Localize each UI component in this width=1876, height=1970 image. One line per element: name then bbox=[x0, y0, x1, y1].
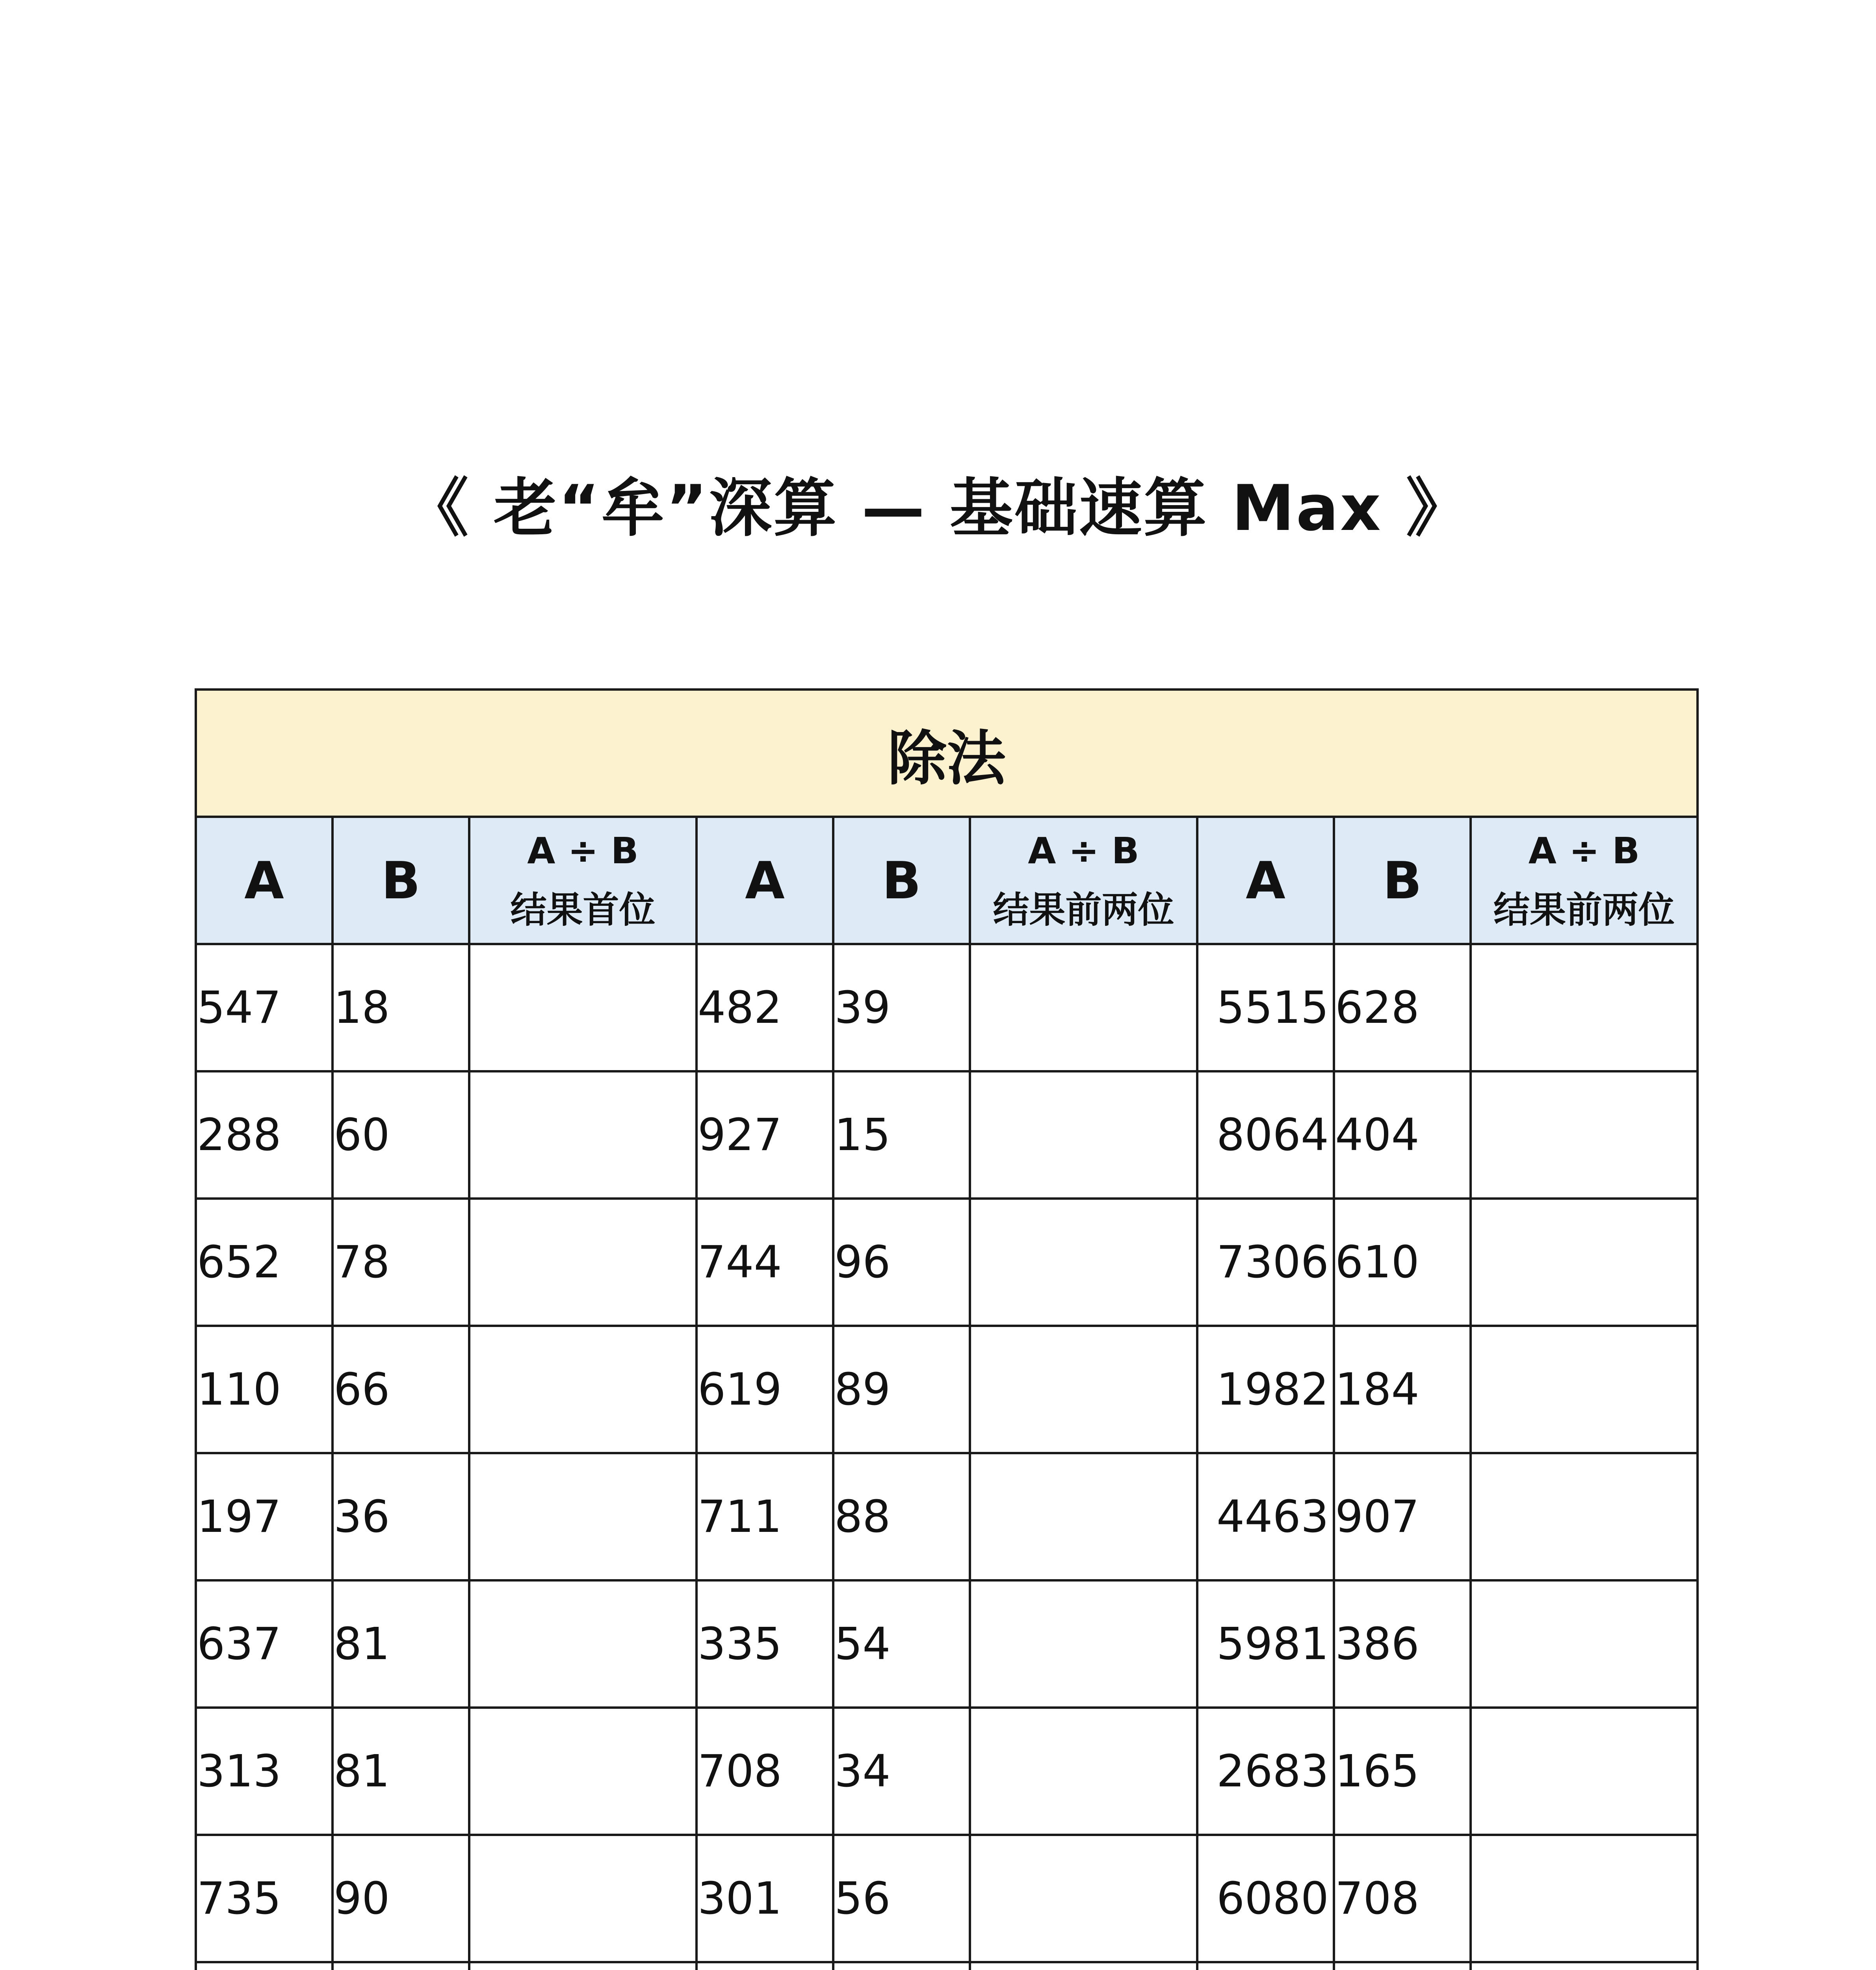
answer-cell[interactable] bbox=[970, 1835, 1197, 1962]
operand-b-cell: 386 bbox=[1334, 1580, 1471, 1708]
header-result-formula: A ÷ B bbox=[527, 829, 639, 872]
answer-cell[interactable] bbox=[469, 944, 697, 1071]
answer-cell[interactable] bbox=[469, 1708, 697, 1835]
operand-a-cell: 482 bbox=[697, 944, 833, 1071]
operand-a-cell: 4463 bbox=[1197, 1453, 1334, 1580]
operand-b-cell bbox=[1334, 1962, 1471, 1970]
table-row bbox=[196, 944, 1698, 1071]
operand-a-cell: 301 bbox=[697, 1835, 833, 1962]
operand-a-cell: 711 bbox=[697, 1453, 833, 1580]
answer-cell[interactable] bbox=[1471, 1708, 1698, 1835]
answer-cell[interactable] bbox=[1471, 1453, 1698, 1580]
operand-a-cell bbox=[1197, 1962, 1334, 1970]
header-a: A bbox=[697, 817, 833, 944]
operand-b-cell: 18 bbox=[332, 944, 469, 1071]
header-b: B bbox=[1334, 817, 1471, 944]
table-row bbox=[196, 1580, 1698, 1708]
operand-b-cell: 54 bbox=[833, 1580, 970, 1708]
operand-a-cell: 7306 bbox=[1197, 1199, 1334, 1326]
answer-cell[interactable] bbox=[970, 1580, 1197, 1708]
operand-b-cell: 66 bbox=[332, 1326, 469, 1453]
answer-cell[interactable] bbox=[1471, 944, 1698, 1071]
operand-b-cell: 34 bbox=[833, 1708, 970, 1835]
operand-b-cell bbox=[833, 1962, 970, 1970]
table-row bbox=[196, 1453, 1698, 1580]
operand-b-cell: 628 bbox=[1334, 944, 1471, 1071]
operand-a-cell: 6080 bbox=[1197, 1835, 1334, 1962]
header-result bbox=[1471, 817, 1698, 944]
answer-cell[interactable] bbox=[1471, 1835, 1698, 1962]
operand-a-cell: 313 bbox=[196, 1708, 332, 1835]
operand-a-cell: 927 bbox=[697, 1071, 833, 1199]
operand-b-cell: 610 bbox=[1334, 1199, 1471, 1326]
table-row bbox=[196, 1708, 1698, 1835]
operand-b-cell: 15 bbox=[833, 1071, 970, 1199]
operand-a-cell: 735 bbox=[196, 1835, 332, 1962]
header-result-formula: A ÷ B bbox=[1028, 829, 1139, 872]
operand-b-cell: 90 bbox=[332, 1835, 469, 1962]
operand-b-cell: 404 bbox=[1334, 1071, 1471, 1199]
operand-a-cell bbox=[196, 1962, 332, 1970]
answer-cell[interactable] bbox=[970, 1199, 1197, 1326]
operand-b-cell: 184 bbox=[1334, 1326, 1471, 1453]
answer-cell[interactable] bbox=[970, 1708, 1197, 1835]
answer-cell[interactable] bbox=[1471, 1580, 1698, 1708]
table-row bbox=[196, 1326, 1698, 1453]
answer-cell[interactable] bbox=[1471, 1199, 1698, 1326]
section-header-row bbox=[196, 690, 1698, 817]
answer-cell[interactable] bbox=[970, 1453, 1197, 1580]
header-result-desc: 结果前两位 bbox=[1493, 888, 1675, 931]
answer-cell[interactable] bbox=[1471, 1326, 1698, 1453]
operand-b-cell: 39 bbox=[833, 944, 970, 1071]
operand-a-cell: 335 bbox=[697, 1580, 833, 1708]
operand-a-cell: 652 bbox=[196, 1199, 332, 1326]
operand-b-cell: 56 bbox=[833, 1835, 970, 1962]
operand-b-cell: 96 bbox=[833, 1199, 970, 1326]
operand-a-cell: 1982 bbox=[1197, 1326, 1334, 1453]
operand-b-cell: 708 bbox=[1334, 1835, 1471, 1962]
answer-cell[interactable] bbox=[970, 944, 1197, 1071]
header-a: A bbox=[1197, 817, 1334, 944]
answer-cell[interactable] bbox=[469, 1199, 697, 1326]
answer-cell[interactable] bbox=[1471, 1071, 1698, 1199]
answer-cell[interactable] bbox=[469, 1580, 697, 1708]
answer-cell[interactable] bbox=[970, 1326, 1197, 1453]
header-b: B bbox=[332, 817, 469, 944]
operand-a-cell: 2683 bbox=[1197, 1708, 1334, 1835]
operand-b-cell: 81 bbox=[332, 1708, 469, 1835]
answer-cell[interactable] bbox=[469, 1835, 697, 1962]
header-result-desc: 结果前两位 bbox=[993, 888, 1174, 931]
operand-a-cell: 637 bbox=[196, 1580, 332, 1708]
operand-a-cell: 5515 bbox=[1197, 944, 1334, 1071]
operand-a-cell bbox=[697, 1962, 833, 1970]
operand-b-cell: 88 bbox=[833, 1453, 970, 1580]
answer-cell[interactable] bbox=[1471, 1962, 1698, 1970]
header-result-desc: 结果首位 bbox=[510, 888, 656, 931]
answer-cell[interactable] bbox=[970, 1071, 1197, 1199]
answer-cell[interactable] bbox=[469, 1453, 697, 1580]
operand-a-cell: 619 bbox=[697, 1326, 833, 1453]
operand-b-cell bbox=[332, 1962, 469, 1970]
operand-a-cell: 288 bbox=[196, 1071, 332, 1199]
header-result bbox=[469, 817, 697, 944]
answer-cell[interactable] bbox=[469, 1071, 697, 1199]
operand-a-cell: 5981 bbox=[1197, 1580, 1334, 1708]
page-title: 《 老“牟”深算 — 基础速算 Max 》 bbox=[405, 471, 1471, 545]
answer-cell[interactable] bbox=[469, 1962, 697, 1970]
operand-b-cell: 36 bbox=[332, 1453, 469, 1580]
section-title: 除法 bbox=[196, 690, 1698, 817]
operand-b-cell: 60 bbox=[332, 1071, 469, 1199]
problem-rows bbox=[196, 944, 1698, 1970]
header-result bbox=[970, 817, 1197, 944]
table-row bbox=[196, 1962, 1698, 1970]
table-row bbox=[196, 1071, 1698, 1199]
operand-a-cell: 8064 bbox=[1197, 1071, 1334, 1199]
operand-b-cell: 907 bbox=[1334, 1453, 1471, 1580]
division-worksheet-table bbox=[195, 688, 1699, 1970]
operand-a-cell: 547 bbox=[196, 944, 332, 1071]
table-row bbox=[196, 1199, 1698, 1326]
operand-b-cell: 89 bbox=[833, 1326, 970, 1453]
header-result-formula: A ÷ B bbox=[1528, 829, 1640, 872]
table-row bbox=[196, 1835, 1698, 1962]
operand-a-cell: 744 bbox=[697, 1199, 833, 1326]
operand-b-cell: 165 bbox=[1334, 1708, 1471, 1835]
operand-a-cell: 197 bbox=[196, 1453, 332, 1580]
header-a: A bbox=[196, 817, 332, 944]
column-header-row bbox=[196, 817, 1698, 944]
answer-cell[interactable] bbox=[469, 1326, 697, 1453]
header-b: B bbox=[833, 817, 970, 944]
operand-a-cell: 708 bbox=[697, 1708, 833, 1835]
answer-cell[interactable] bbox=[970, 1962, 1197, 1970]
operand-b-cell: 78 bbox=[332, 1199, 469, 1326]
operand-a-cell: 110 bbox=[196, 1326, 332, 1453]
operand-b-cell: 81 bbox=[332, 1580, 469, 1708]
